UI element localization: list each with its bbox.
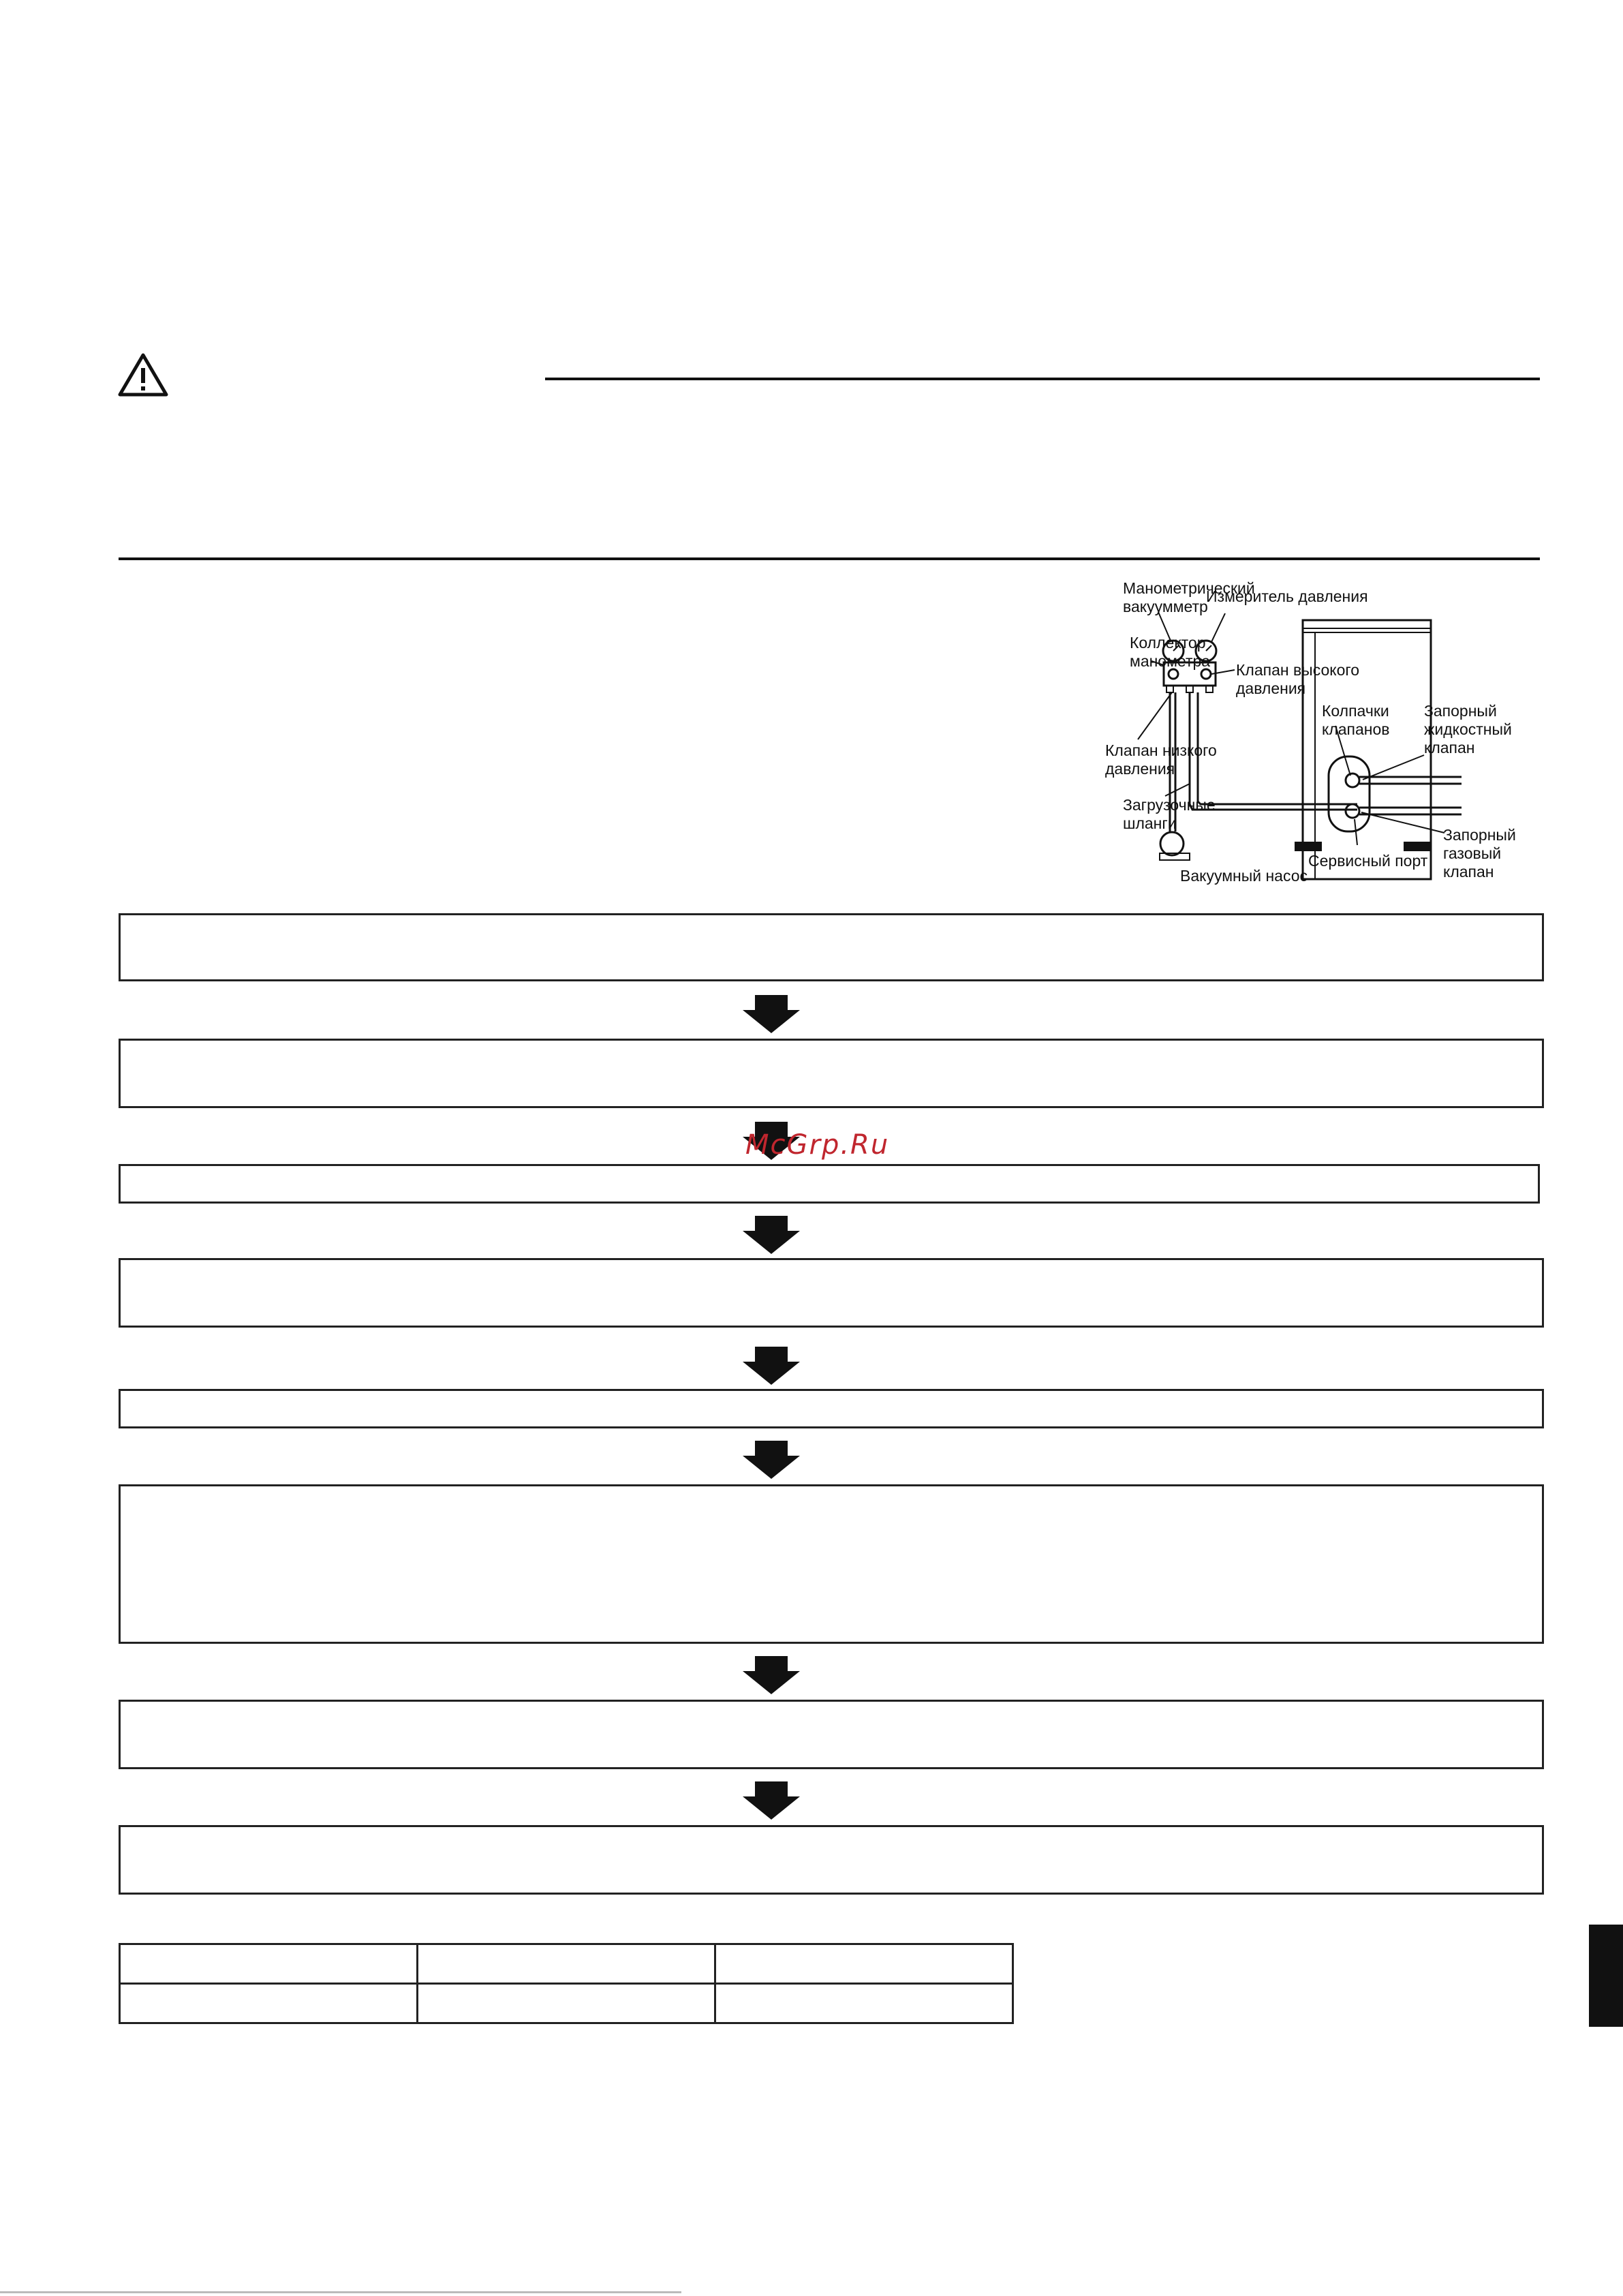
label-liquid-valve: Запорный жидкостный клапан: [1424, 702, 1512, 756]
step-box-8: [119, 1825, 1544, 1895]
table-row: [120, 1984, 1013, 2023]
down-arrow-icon: [743, 1441, 800, 1479]
step-box-7: [119, 1700, 1544, 1769]
down-arrow-icon: [743, 1781, 800, 1820]
caution-rule: [545, 378, 1540, 380]
label-pressure-meter: Измеритель давления: [1206, 587, 1368, 605]
step-box-3: [119, 1164, 1540, 1204]
label-vacuum-pump: Вакуумный насос: [1180, 867, 1308, 885]
section-rule: [119, 557, 1540, 560]
table-row: [120, 1944, 1013, 1984]
label-valve-caps: Колпачки клапанов: [1322, 702, 1390, 738]
label-hoses: Загрузочные шланги: [1123, 796, 1216, 832]
vacuum-setup-diagram: [1090, 579, 1540, 893]
step-box-4: [119, 1258, 1544, 1328]
step-box-2: [119, 1039, 1544, 1108]
step-box-1: [119, 913, 1544, 981]
label-gauge-vacuum: Манометрический вакуумметр: [1123, 579, 1255, 615]
table-cell: [715, 1944, 1013, 1984]
down-arrow-icon: [743, 1656, 800, 1694]
step-box-5: [119, 1389, 1544, 1428]
label-low-valve: Клапан низкого давления: [1105, 741, 1217, 778]
bottom-divider: [0, 2291, 681, 2293]
down-arrow-icon: [743, 1347, 800, 1385]
table-cell: [418, 1984, 715, 2023]
label-gas-valve: Запорный газовый клапан: [1443, 826, 1516, 881]
label-high-valve: Клапан высокого давления: [1236, 661, 1360, 697]
table-cell: [715, 1984, 1013, 2023]
page-side-tab: [1589, 1925, 1623, 2027]
label-service-port: Сервисный порт: [1308, 852, 1428, 870]
table-cell: [418, 1944, 715, 1984]
table-cell: [120, 1984, 418, 2023]
label-manifold: Коллектор манометра: [1130, 634, 1211, 670]
down-arrow-icon: [743, 1216, 800, 1254]
watermark-text: McGrp.Ru: [745, 1129, 890, 1161]
table-cell: [120, 1944, 418, 1984]
down-arrow-icon: [743, 995, 800, 1033]
spec-table: [119, 1943, 1014, 2024]
warning-icon: [117, 352, 169, 398]
step-box-6: [119, 1484, 1544, 1644]
